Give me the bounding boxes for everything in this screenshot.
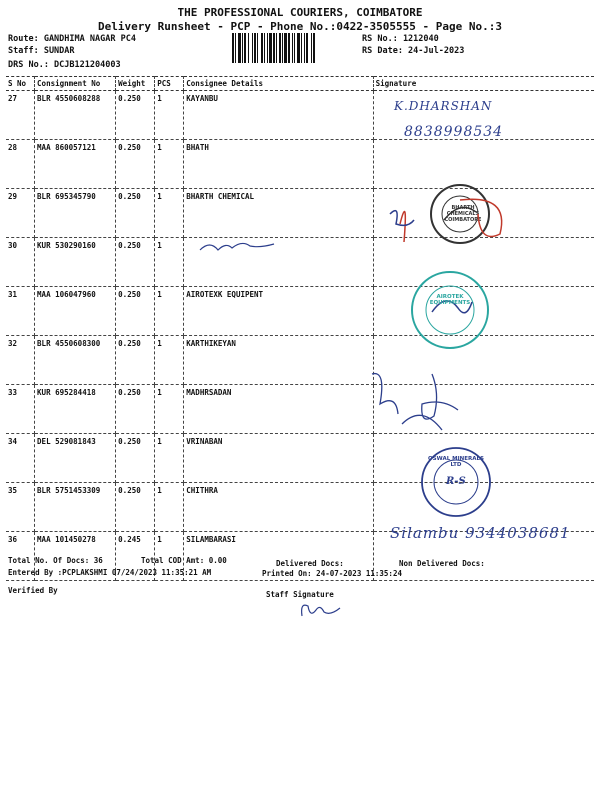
cell-consignment: MAA 106047960 xyxy=(35,287,116,336)
table-header-row xyxy=(6,77,594,91)
cell-sno: 29 xyxy=(6,189,35,238)
cell-sno: 32 xyxy=(6,336,35,385)
table-row xyxy=(6,287,594,336)
cell-weight: 0.250 xyxy=(116,287,155,336)
cell-consignee: KAYANBU xyxy=(184,91,373,140)
cell-consignment: BLR 5751453309 xyxy=(35,483,116,532)
staff-label: Staff: SUNDAR xyxy=(8,46,75,56)
cell-sno: 36 xyxy=(6,532,35,581)
company-stamp-2 xyxy=(402,268,498,352)
table-row xyxy=(6,434,594,483)
cell-pcs: 1 xyxy=(155,287,184,336)
barcode-bar xyxy=(254,33,256,63)
drs-number: DRS No.: DCJB121204003 xyxy=(8,60,121,70)
handwritten-name: K.DHARSHAN xyxy=(394,99,493,113)
cell-consignee: BHATH xyxy=(184,140,373,189)
cell-consignment: MAA 860057121 xyxy=(35,140,116,189)
cell-consignee: AIROTEXK EQUIPENT xyxy=(184,287,373,336)
stamp-1-text: BHARTH CHEMICALS COIMBATORE xyxy=(444,205,482,223)
handwritten-signature-36: Silambu 9344038681 xyxy=(390,524,571,542)
barcode-bar xyxy=(235,33,236,63)
printed-on: Printed On: 24-07-2023 11:35:24 xyxy=(262,569,402,578)
route-label: Route: GANDHIMA NAGAR PC4 xyxy=(8,34,136,44)
cell-consignee: SILAMBARASI xyxy=(184,532,373,581)
staff-signature-scribble xyxy=(296,598,342,622)
signature-scribble-29 xyxy=(360,184,530,254)
table-row xyxy=(6,91,594,140)
barcode-bar xyxy=(244,33,246,63)
col-consignment: Consignment No xyxy=(35,77,116,91)
barcode-bar xyxy=(252,33,253,63)
cell-pcs: 1 xyxy=(155,91,184,140)
col-signature: Signature xyxy=(373,77,594,91)
rs-number: RS No.: 1212040 xyxy=(362,34,439,44)
cell-consignment: KUR 695284418 xyxy=(35,385,116,434)
barcode-bar xyxy=(306,33,308,63)
cell-weight: 0.250 xyxy=(116,483,155,532)
stamp-3-center: R-S xyxy=(446,476,466,487)
barcode-bar xyxy=(294,33,295,63)
cell-consignee: BHARTH CHEMICAL xyxy=(184,189,373,238)
table-row xyxy=(6,385,594,434)
barcode-bar xyxy=(257,33,258,63)
cell-sno: 30 xyxy=(6,238,35,287)
total-cod: Total COD Amt: 0.00 xyxy=(141,556,227,565)
runsheet-table xyxy=(6,76,594,581)
cell-weight: 0.250 xyxy=(116,140,155,189)
non-delivered-docs: Non Delivered Docs: xyxy=(399,559,485,568)
barcode-bar xyxy=(261,33,263,63)
cell-consignment: BLR 695345790 xyxy=(35,189,116,238)
cell-weight: 0.250 xyxy=(116,189,155,238)
verified-by: Verified By xyxy=(8,586,58,595)
cell-consignment: DEL 529081843 xyxy=(35,434,116,483)
barcode-bar xyxy=(311,33,312,63)
cell-consignee: CHITHRA xyxy=(184,483,373,532)
cell-weight: 0.250 xyxy=(116,336,155,385)
barcode-bar xyxy=(284,33,287,63)
cell-sno: 33 xyxy=(6,385,35,434)
cell-sno: 34 xyxy=(6,434,35,483)
cell-pcs: 1 xyxy=(155,189,184,238)
col-pcs: PCS xyxy=(155,77,184,91)
col-consignee: Consignee Details xyxy=(184,77,373,91)
cell-weight: 0.245 xyxy=(116,532,155,581)
staff-signature-label: Staff Signature xyxy=(266,590,334,599)
barcode-bar xyxy=(313,33,315,63)
company-name: THE PROFESSIONAL COURIERS, COIMBATORE xyxy=(177,6,423,19)
barcode-bar xyxy=(297,33,300,63)
cell-sno: 28 xyxy=(6,140,35,189)
cell-pcs: 1 xyxy=(155,483,184,532)
entered-by: Entered By :PCPLAKSHMI 07/24/2023 11:35:21 AM xyxy=(8,568,212,577)
handwritten-phone: 8838998534 xyxy=(404,124,504,140)
barcode-bar xyxy=(273,33,275,63)
barcode-bar xyxy=(282,33,283,63)
stamp-2-text: AIROTEK EQUIPMENTS xyxy=(429,294,471,306)
table-row xyxy=(6,336,594,385)
cell-consignment: KUR 530290160 xyxy=(35,238,116,287)
cell-weight: 0.250 xyxy=(116,238,155,287)
cell-pcs: 1 xyxy=(155,385,184,434)
cell-pcs: 1 xyxy=(155,336,184,385)
cell-weight: 0.250 xyxy=(116,91,155,140)
cell-consignee: MADHRSADAN xyxy=(184,385,373,434)
cell-pcs: 1 xyxy=(155,140,184,189)
cell-consignee: KARTHIKEYAN xyxy=(184,336,373,385)
cell-consignment: BLR 4550608288 xyxy=(35,91,116,140)
barcode-bar xyxy=(267,33,268,63)
total-docs: Total No. Of Docs: 36 xyxy=(8,556,103,565)
col-sno: S No xyxy=(6,77,35,91)
cell-pcs: 1 xyxy=(155,532,184,581)
barcode-bar xyxy=(232,33,234,63)
cell-sno: 31 xyxy=(6,287,35,336)
barcode-bar xyxy=(242,33,243,63)
cell-consignment: BLR 4550608300 xyxy=(35,336,116,385)
barcode-bar xyxy=(264,33,265,63)
stamp-3-text: OSWAL MINERALS LTD xyxy=(428,456,484,468)
barcode-bar xyxy=(288,33,290,63)
signature-scribble-30 xyxy=(198,236,278,256)
barcode xyxy=(232,33,354,63)
cell-sno: 35 xyxy=(6,483,35,532)
barcode-bar xyxy=(276,33,277,63)
barcode-bar xyxy=(238,33,241,63)
cell-weight: 0.250 xyxy=(116,434,155,483)
barcode-bar xyxy=(292,33,293,63)
barcode-bar xyxy=(304,33,305,63)
signature-scribble-33 xyxy=(362,364,502,440)
cell-consignee: VRINABAN xyxy=(184,434,373,483)
barcode-bar xyxy=(279,33,281,63)
runsheet-subtitle: Delivery Runsheet - PCP - Phone No.:0422-3505555 - Page No.:3 xyxy=(98,20,502,33)
col-weight: Weight xyxy=(116,77,155,91)
cell-pcs: 1 xyxy=(155,238,184,287)
barcode-bar xyxy=(248,33,249,63)
barcode-bar xyxy=(269,33,272,63)
cell-weight: 0.250 xyxy=(116,385,155,434)
cell-sno: 27 xyxy=(6,91,35,140)
barcode-bar xyxy=(301,33,302,63)
cell-pcs: 1 xyxy=(155,434,184,483)
table-row xyxy=(6,140,594,189)
delivered-docs: Delivered Docs: xyxy=(276,559,344,568)
cell-consignment: MAA 101450278 xyxy=(35,532,116,581)
rs-date: RS Date: 24-Jul-2023 xyxy=(362,46,465,56)
